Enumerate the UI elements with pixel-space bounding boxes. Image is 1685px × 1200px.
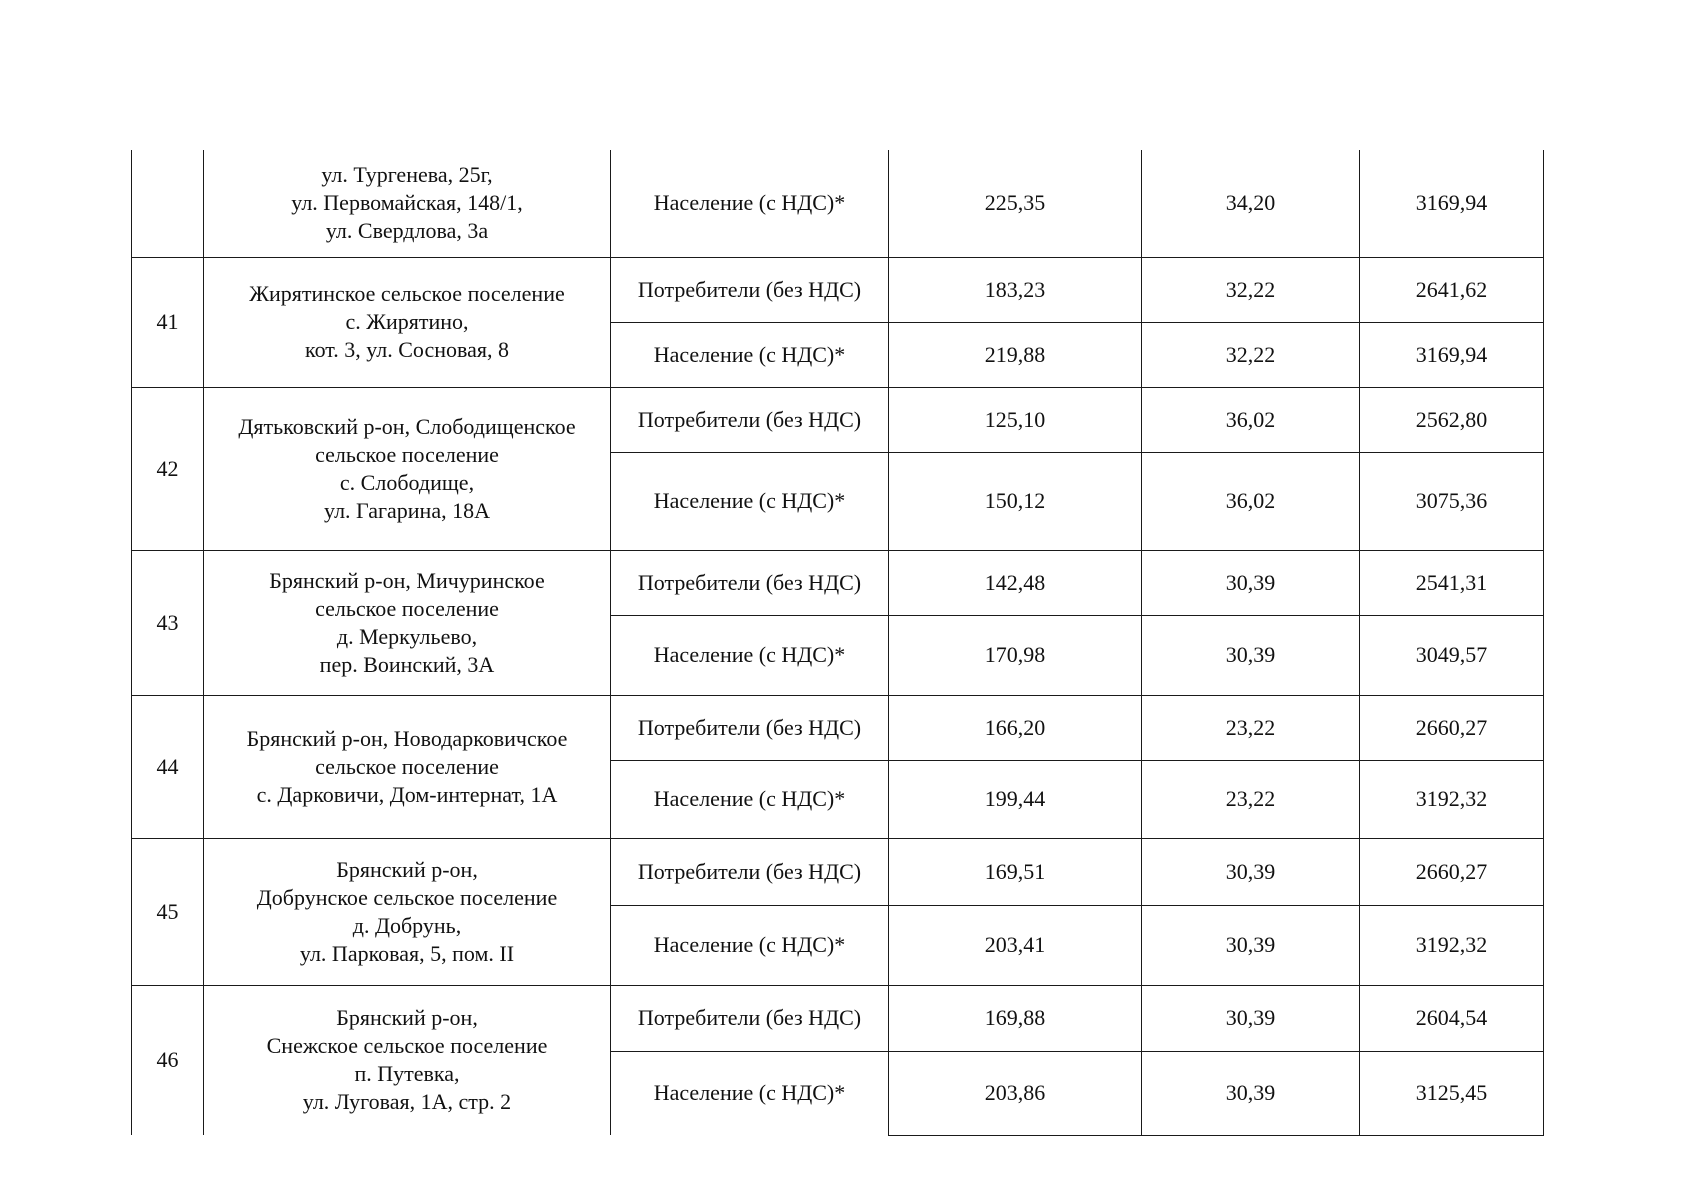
address-line: ул. Парковая, 5, пом. II [299,940,515,966]
value-cell-1: 199,44 [889,760,1142,838]
table-row [132,257,1544,322]
consumer-category-cell: Потребители (без НДС) [611,257,889,322]
value-cell-2: 30,39 [1142,838,1360,905]
consumer-category-cell: Потребители (без НДС) [611,550,889,615]
value-cell-2: 30,39 [1142,615,1360,695]
address-line: сельское поселение [315,441,499,467]
value-cell-1: 203,86 [889,1051,1142,1135]
row-number-cell: 46 [132,985,204,1135]
value-cell-3: 3049,57 [1360,615,1544,695]
value-cell-3: 2660,27 [1360,695,1544,760]
value-cell-3: 3075,36 [1360,452,1544,550]
value-cell-1: 225,35 [889,150,1142,257]
value-cell-3: 3169,94 [1360,322,1544,387]
address-line: Брянский р-он, Мичуринское [269,567,545,593]
address-line: с. Слободище, [339,469,475,495]
value-cell-1: 166,20 [889,695,1142,760]
row-number-cell [132,150,204,257]
address-cell [204,150,611,257]
address-line: Брянский р-он, Новодарковичское [246,725,568,751]
value-cell-2: 32,22 [1142,322,1360,387]
value-cell-1: 169,51 [889,838,1142,905]
row-number-cell: 44 [132,695,204,838]
consumer-category-cell: Потребители (без НДС) [611,695,889,760]
value-cell-3: 3125,45 [1360,1051,1544,1135]
address-line: Дятьковский р-он, Слободищенское [238,413,576,439]
consumer-category-cell: Потребители (без НДС) [611,387,889,452]
table-row [132,550,1544,615]
table-row [132,387,1544,452]
address-line: сельское поселение [315,753,499,779]
consumer-category-cell: Население (с НДС)* [611,150,889,257]
address-line: пер. Воинский, 3А [319,651,495,677]
address-line: ул. Свердлова, 3а [325,218,489,244]
value-cell-3: 2641,62 [1360,257,1544,322]
address-line: сельское поселение [315,595,499,621]
address-line: ул. Первомайская, 148/1, [291,190,523,216]
value-cell-1: 150,12 [889,452,1142,550]
value-cell-2: 30,39 [1142,550,1360,615]
consumer-category-cell: Население (с НДС)* [611,1051,889,1135]
value-cell-3: 2562,80 [1360,387,1544,452]
row-number-cell: 42 [132,387,204,550]
tariff-table [131,150,1544,1136]
value-cell-2: 30,39 [1142,985,1360,1051]
consumer-category-cell: Население (с НДС)* [611,452,889,550]
address-line: Снежское сельское поселение [266,1033,548,1059]
address-line: ул. Тургенева, 25г, [321,162,493,188]
tariff-table-body [132,150,1544,1135]
address-cell [204,550,611,695]
value-cell-1: 203,41 [889,905,1142,985]
row-number-cell: 41 [132,257,204,387]
row-number-cell: 43 [132,550,204,695]
address-line: Жирятинское сельское поселение [249,281,565,306]
consumer-category-cell: Потребители (без НДС) [611,838,889,905]
value-cell-2: 30,39 [1142,905,1360,985]
value-cell-3: 3192,32 [1360,760,1544,838]
address-line: Брянский р-он, [336,1005,478,1031]
address-cell [204,695,611,838]
value-cell-3: 2660,27 [1360,838,1544,905]
value-cell-2: 32,22 [1142,257,1360,322]
address-cell [204,985,611,1135]
consumer-category-cell: Население (с НДС)* [611,322,889,387]
row-number-cell: 45 [132,838,204,985]
address-line: д. Меркульево, [336,623,478,649]
address-line: с. Жирятино, [345,309,469,334]
table-row [132,695,1544,760]
address-line: ул. Гагарина, 18А [324,497,490,523]
consumer-category-cell: Население (с НДС)* [611,615,889,695]
table-row [132,985,1544,1051]
address-line: Брянский р-он, [336,856,478,882]
table-row [132,838,1544,905]
value-cell-3: 2541,31 [1360,550,1544,615]
consumer-category-cell: Население (с НДС)* [611,905,889,985]
value-cell-1: 125,10 [889,387,1142,452]
consumer-category-cell: Потребители (без НДС) [611,985,889,1051]
value-cell-2: 23,22 [1142,695,1360,760]
value-cell-3: 3169,94 [1360,150,1544,257]
value-cell-2: 34,20 [1142,150,1360,257]
value-cell-2: 23,22 [1142,760,1360,838]
consumer-category-cell: Население (с НДС)* [611,760,889,838]
value-cell-2: 30,39 [1142,1051,1360,1135]
address-line: ул. Луговая, 1А, стр. 2 [302,1089,512,1115]
address-line: п. Путевка, [354,1061,460,1087]
value-cell-1: 183,23 [889,257,1142,322]
address-cell [204,387,611,550]
value-cell-1: 142,48 [889,550,1142,615]
value-cell-1: 170,98 [889,615,1142,695]
value-cell-2: 36,02 [1142,452,1360,550]
value-cell-3: 3192,32 [1360,905,1544,985]
address-line: Добрунское сельское поселение [256,884,558,910]
address-cell [204,838,611,985]
value-cell-1: 219,88 [889,322,1142,387]
value-cell-2: 36,02 [1142,387,1360,452]
value-cell-3: 2604,54 [1360,985,1544,1051]
table-row [132,150,1544,257]
address-line: д. Добрунь, [352,912,462,938]
address-line: кот. 3, ул. Сосновая, 8 [305,337,509,362]
value-cell-1: 169,88 [889,985,1142,1051]
address-cell [204,257,611,387]
address-line: с. Дарковичи, Дом-интернат, 1А [256,781,558,807]
